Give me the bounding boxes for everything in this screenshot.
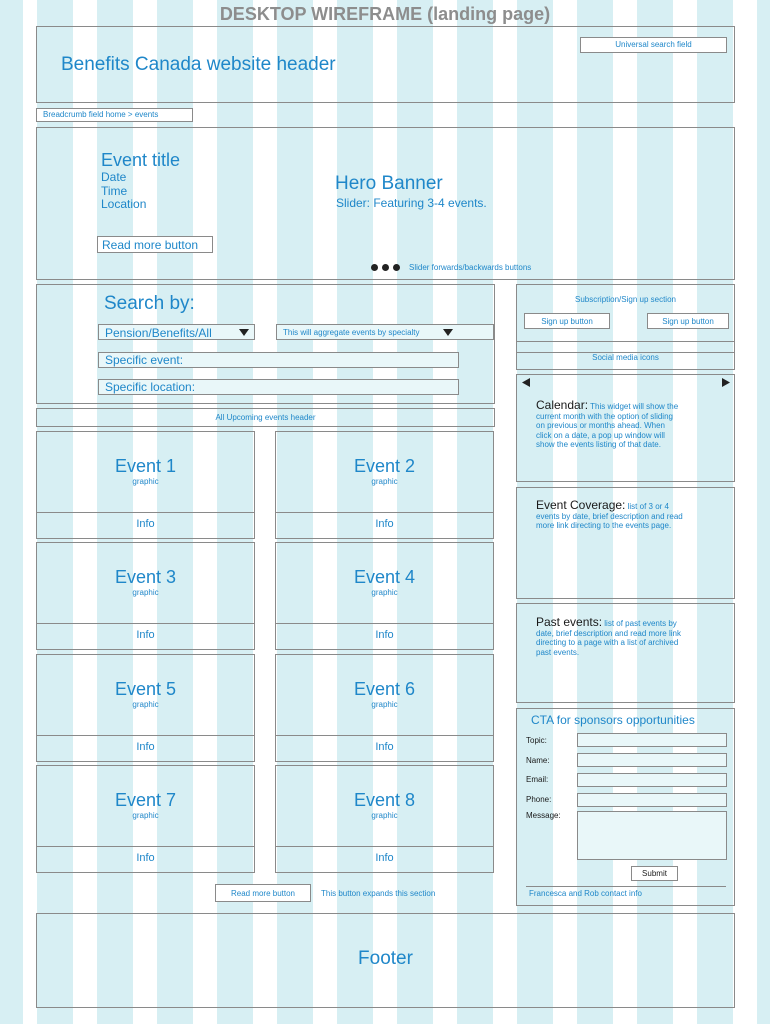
event-card[interactable] (275, 542, 494, 650)
triangle-left-icon[interactable] (522, 378, 530, 387)
event-title: Event title (101, 150, 181, 170)
message-field[interactable] (577, 811, 727, 860)
past-events-section (516, 603, 735, 703)
divider (37, 623, 254, 624)
breadcrumb[interactable]: Breadcrumb field home > events (36, 108, 193, 122)
event-card-info[interactable]: Info (136, 741, 155, 753)
event-card-title: Event 8 (353, 790, 416, 810)
message-label: Message: (526, 811, 561, 820)
topic-label: Topic: (526, 736, 547, 745)
past-line: date, brief description and read more link (536, 628, 681, 638)
specialty-dropdown-label: Pension/Benefits/All (105, 326, 212, 340)
event-card-graphic: graphic (371, 811, 398, 820)
event-card[interactable] (275, 431, 494, 539)
footer-label: Footer (358, 948, 413, 969)
specific-location-label: Specific location: (105, 380, 196, 394)
sign-up-button[interactable]: Sign up button (647, 313, 729, 329)
specialty-dropdown[interactable] (98, 324, 255, 340)
name-label: Name: (526, 756, 550, 765)
past-line: directing to a page with a list of archived (536, 638, 679, 647)
slider-dot-icon[interactable] (382, 264, 389, 271)
event-card-title: Event 5 (114, 679, 177, 699)
submit-button[interactable]: Submit (631, 866, 678, 881)
hero-read-more-button[interactable]: Read more button (97, 236, 213, 253)
event-card-info[interactable]: Info (136, 852, 155, 864)
event-card-info[interactable]: Info (136, 629, 155, 641)
event-card-title: Event 1 (114, 456, 177, 476)
past-line: list of past events by (604, 619, 677, 628)
topic-field[interactable] (577, 733, 727, 747)
specific-location-field[interactable] (98, 379, 459, 395)
event-card-title: Event 2 (353, 456, 416, 476)
divider (276, 846, 493, 847)
chevron-down-icon (239, 329, 249, 336)
event-card-graphic: graphic (371, 700, 398, 709)
page-title: DESKTOP WIREFRAME (landing page) (219, 4, 551, 24)
hero-banner-subtitle: Slider: Featuring 3-4 events. (336, 196, 487, 210)
chevron-down-icon (443, 329, 453, 336)
event-card-graphic: graphic (371, 477, 398, 486)
divider (276, 735, 493, 736)
contact-info: Francesca and Rob contact info (529, 889, 642, 898)
event-card[interactable] (36, 542, 255, 650)
event-card-graphic: graphic (371, 588, 398, 597)
site-header (36, 26, 735, 103)
divider (37, 846, 254, 847)
aggregate-dropdown[interactable] (276, 324, 494, 340)
aggregate-dropdown-label: This will aggregate events by specialty (283, 328, 420, 337)
calendar-line: on previous or months ahead. When (536, 421, 665, 430)
divider (276, 512, 493, 513)
events-header (36, 408, 495, 427)
phone-label: Phone: (526, 795, 552, 804)
event-date: Date (101, 170, 127, 184)
cta-sponsors-form (516, 708, 735, 906)
subscription-section (516, 284, 735, 370)
calendar-description (536, 398, 679, 450)
event-card-graphic: graphic (132, 811, 159, 820)
event-time: Time (101, 184, 128, 198)
calendar-line: This widget will show the (590, 402, 679, 411)
cta-title: CTA for sponsors opportunities (531, 713, 695, 727)
event-card-graphic: graphic (132, 477, 159, 486)
events-header-label: All Upcoming events header (215, 413, 316, 422)
event-card-info[interactable]: Info (375, 518, 394, 530)
divider (37, 735, 254, 736)
universal-search-field[interactable]: Universal search field (580, 37, 727, 53)
event-card-title: Event 7 (114, 790, 177, 810)
past-lead: Past events: (536, 615, 603, 629)
divider (516, 341, 735, 342)
event-card-title: Event 6 (353, 679, 416, 699)
phone-field[interactable] (577, 793, 727, 807)
event-card-graphic: graphic (132, 588, 159, 597)
past-description (536, 615, 681, 657)
divider (37, 512, 254, 513)
coverage-description (536, 498, 683, 531)
footer (36, 913, 735, 1008)
subscription-label: Subscription/Sign up section (575, 295, 676, 304)
coverage-line: more link directing to the events page. (536, 521, 672, 530)
search-heading: Search by: (104, 293, 195, 314)
event-card-info[interactable]: Info (375, 741, 394, 753)
triangle-right-icon[interactable] (722, 378, 730, 387)
calendar-line: current month with the option of sliding (536, 411, 673, 421)
read-more-note: This button expands this section (321, 889, 436, 898)
event-card-title: Event 3 (114, 567, 177, 587)
event-card[interactable] (36, 431, 255, 539)
calendar-line: show the events listing of that date. (536, 440, 661, 449)
coverage-lead: Event Coverage: (536, 498, 626, 512)
specific-event-label: Specific event: (105, 353, 184, 367)
coverage-line: list of 3 or 4 (627, 502, 669, 511)
event-card[interactable] (36, 654, 255, 762)
calendar-lead: Calendar: (536, 398, 589, 412)
events-read-more-button[interactable]: Read more button (215, 884, 311, 902)
email-label: Email: (526, 775, 549, 784)
sign-up-button[interactable]: Sign up button (524, 313, 610, 329)
event-card-graphic: graphic (132, 700, 159, 709)
hero-banner (36, 127, 735, 280)
event-card[interactable] (275, 765, 494, 873)
event-card-info[interactable]: Info (375, 852, 394, 864)
event-coverage-section (516, 487, 735, 599)
event-card-info[interactable]: Info (136, 518, 155, 530)
specific-event-field[interactable] (98, 352, 459, 368)
header-title: Benefits Canada website header (61, 54, 336, 75)
event-card[interactable] (36, 765, 255, 873)
social-media-icons[interactable]: Social media icons (517, 352, 734, 362)
coverage-line: events by date, brief description and read (536, 511, 683, 521)
slider-dot-icon[interactable] (393, 264, 400, 271)
email-field[interactable] (577, 773, 727, 787)
slider-label: Slider forwards/backwards buttons (409, 263, 532, 272)
event-card-info[interactable]: Info (375, 629, 394, 641)
divider (526, 886, 726, 887)
calendar-widget (516, 374, 735, 482)
event-location: Location (101, 197, 147, 211)
event-card-title: Event 4 (353, 567, 416, 587)
past-line: past events. (536, 647, 580, 657)
name-field[interactable] (577, 753, 727, 767)
hero-banner-title: Hero Banner (335, 173, 443, 194)
event-card[interactable] (275, 654, 494, 762)
calendar-line: click on a date, a pop up window will (536, 430, 665, 440)
search-section (36, 284, 495, 404)
divider (276, 623, 493, 624)
slider-dot-icon[interactable] (371, 264, 378, 271)
